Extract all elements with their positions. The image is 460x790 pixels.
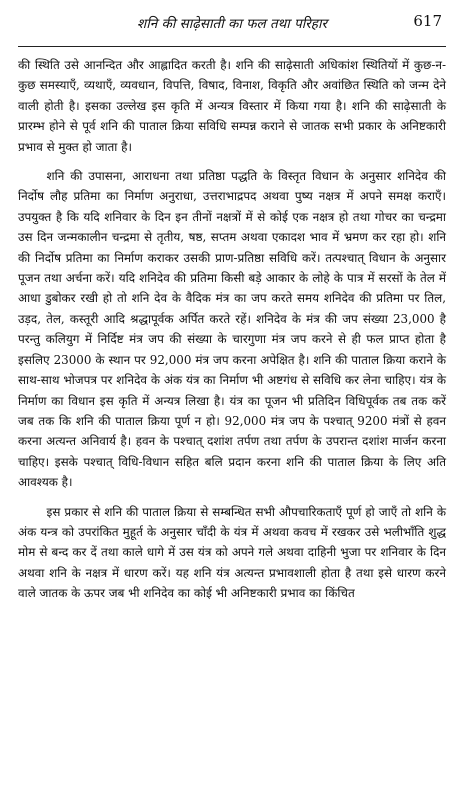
header-rule	[18, 46, 446, 47]
body-text	[18, 55, 446, 604]
page-header	[18, 12, 446, 40]
running-title: शनि की साढ़ेसाती का फल तथा परिहार	[137, 16, 327, 32]
paragraph-1: की स्थिति उसे आनन्दित और आह्लादित करती है। शनि की साढ़ेसाती अधिकांश स्थितियों में कुछ-न-कुछ समस्याएँ, व्यथाएँ, व्यवधान, विपत्ति, विषाद, विनाश, विकृति और अवांछित स्थिति को जन्म देने वाली होती है। इसका उल्लेख इस कृति में अन्यत्र विस्तार में किया गया है। शनि की साढ़ेसाती के प्रारम्भ होने से पूर्व शनि की पाताल क्रिया सविधि सम्पन्न कराने से जातक सभी प्रकार के अनिष्टकारी प्रभाव से मुक्त हो जाता है।	[18, 58, 446, 154]
paragraph-3: इस प्रकार से शनि की पाताल क्रिया से सम्बन्धित सभी औपचारिकताएँ पूर्ण हो जाएँ तो शनि के अंक यन्त्र को उपरांकित मुहूर्त के अनुसार चाँदी के यंत्र में अथवा कवच में रखकर उसे भलीभाँति शुद्ध मोम से बन्द कर दें तथा काले धागे में उस यंत्र को अपने गले अथवा दाहिनी भुजा पर शनिवार के दिन अथवा शनि के नक्षत्र में धारण करें। यह शनि यंत्र अत्यन्त प्रभावशाली होता है तथा इसे धारण करने वाले जातक के ऊपर जब भी शनिदेव का कोई भी अनिष्टकारी प्रभाव का किंचित	[18, 504, 446, 601]
paragraph-2: शनि की उपासना, आराधना तथा प्रतिष्ठा पद्धति के विस्तृत विधान के अनुसार शनिदेव की निर्दोष लौह प्रतिमा का निर्माण अनुराधा, उत्तराभाद्रपद अथवा पुष्य नक्षत्र में अपने समक्ष कराएँ। उपयुक्त है कि यदि शनिवार के दिन इन तीनों नक्षत्रों में से कोई एक नक्षत्र हो तथा गोचर का चन्द्रमा उस दिन जन्मकालीन चन्द्रमा से तृतीय, षष्ठ, सप्तम अथवा एकादश भाव में भ्रमण कर रहा हो। शनि की निर्दोष प्रतिमा का निर्माण कराकर उसकी प्राण-प्रतिष्ठा सविधि करें। तत्पश्चात् विधान के अनुसार पूजन तथा अर्चना करें। यदि शनिदेव की प्रतिमा किसी बड़े आकार के लोहे के पात्र में सरसों के तेल में आधा डुबोकर रखी हो तो शनि देव के वैदिक मंत्र का जप करते समय शनिदेव की प्रतिमा पर तिल, उड़द, तेल, कस्तूरी आदि श्रद्धापूर्वक अर्पित करते रहें। शनिदेव के मंत्र की जप संख्या 23,000 है परन्तु कलियुग में निर्दिष्ट मंत्र जप की संख्या के चारगुणा मंत्र जप करने से ही फल प्राप्त होता है इसलिए 23000 के स्थान पर 92,000 मंत्र जप करना अपेक्षित है। शनि की पाताल क्रिया कराने के साथ-साथ भोजपत्र पर शनिदेव के अंक यंत्र का निर्माण भी अष्टगंध से सविधि कर लेना चाहिए। यंत्र के निर्माण का विधान इस कृति में अन्यत्र लिखा है। यंत्र का पूजन भी प्रतिदिन विधिपूर्वक तब तक करें जब तक कि शनि की पाताल क्रिया पूर्ण न हो। 92,000 मंत्र जप के पश्चात् 9200 मंत्रों से हवन करना अत्यन्त अनिवार्य है। हवन के पश्चात् दशांश तर्पण तथा तर्पण के उपरान्त दशांश मार्जन करना चाहिए। इसके पश्चात् विधि-विधान सहित बलि प्रदान करना शनि की पाताल क्रिया के लिए अति आवश्यक है।	[18, 169, 446, 490]
page-number: 617	[413, 12, 442, 30]
